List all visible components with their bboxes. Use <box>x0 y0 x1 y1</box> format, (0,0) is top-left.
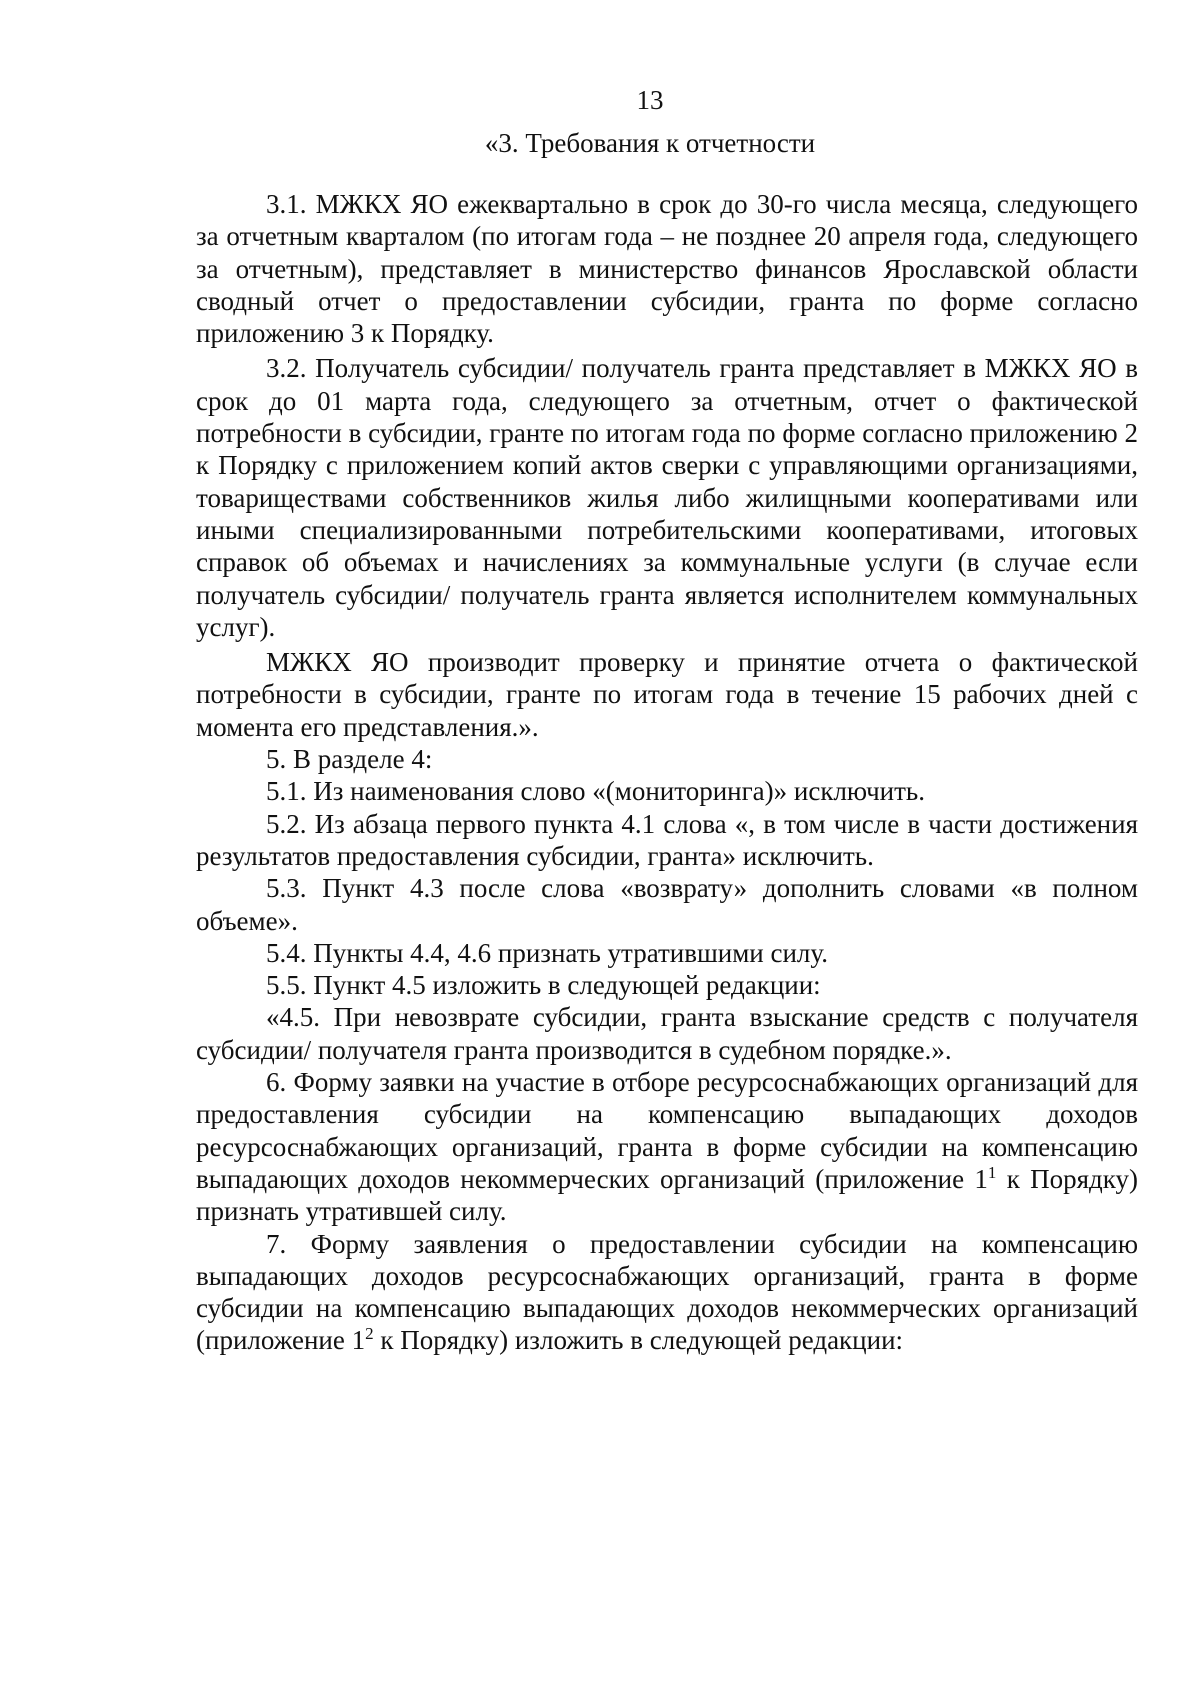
paragraph-5-4: 5.4. Пункты 4.4, 4.6 признать утратившими силу. <box>266 937 828 968</box>
paragraph-4-5-quote: «4.5. При невозврате субсидии, гранта взыскание средств с получателя субсидии/ получателя гранта производится в судебном порядке.». <box>196 1002 1138 1065</box>
paragraph-7-text-end: к Порядку) изложить в следующей редакции: <box>373 1325 904 1356</box>
paragraph-5-1: 5.1. Из наименования слово «(мониторинга)» исключить. <box>266 776 925 807</box>
paragraph-3-1: 3.1. МЖКХ ЯО ежеквартально в срок до 30-го числа месяца, следующего за отчетным кварталом (по итогам года – не позднее 20 апреля года, следующего за отчетным), представляет в министерство финансов Ярославской области сводный отчет о предоставлении субсидии, гранта по форме согласно приложению 3 к Порядку. <box>196 189 1138 349</box>
paragraph-7-text: 7. Форму заявления о предоставлении субсидии на компенсацию выпадающих доходов ресурсоснабжающих организаций, гранта в форме субсидии на компенсацию выпадающих доходов некоммерческих организаций (приложение 1 <box>196 1228 1138 1356</box>
paragraph-6-text-end: к Порядку) признать утратившей силу. <box>196 1163 1138 1227</box>
paragraph-report-check: МЖКХ ЯО производит проверку и принятие отчета о фактической потребности в субсидии, гранте по итогам года в течение 15 рабочих дней с момента его представления.». <box>196 647 1138 742</box>
paragraph-6-text: 6. Форму заявки на участие в отборе ресурсоснабжающих организаций для предоставления субсидии на компенсацию выпадающих доходов ресурсоснабжающих организаций, гранта в форме субсидии на компенсацию выпадающих доходов некоммерческих организаций (приложение 1 <box>196 1067 1138 1194</box>
document-body <box>196 188 1138 1357</box>
paragraph-3-2: 3.2. Получатель субсидии/ получатель гранта представляет в МЖКХ ЯО в срок до 01 марта года, следующего за отчетным, отчет о фактической потребности в субсидии, гранте по итогам года по форме согласно приложению 2 к Порядку с приложением копий актов сверки с управляющими организациями, товариществами собственников жилья либо жилищными кооперативами или иными специализированными потребительскими кооперативами, итоговых справок об объемах и начислениях за коммунальные услуги (в случае если получатель субсидии/ получатель гранта является исполнителем коммунальных услуг). <box>196 353 1138 642</box>
paragraph-5-3: 5.3. Пункт 4.3 после слова «возврату» дополнить словами «в полном объеме». <box>196 873 1138 936</box>
paragraph-5: 5. В разделе 4: <box>266 744 433 775</box>
paragraph-5-2: 5.2. Из абзаца первого пункта 4.1 слова «, в том числе в части достижения результатов предоставления субсидии, гранта» исключить. <box>196 808 1138 871</box>
page-number: 13 <box>636 85 664 115</box>
paragraph-7 <box>196 1228 1138 1357</box>
section-title: «3. Требования к отчетности <box>484 128 816 158</box>
paragraph-6 <box>196 1066 1138 1227</box>
paragraph-5-5: 5.5. Пункт 4.5 изложить в следующей редакции: <box>266 970 821 1001</box>
paragraph-6-superscript: 1 <box>987 1162 997 1182</box>
paragraph-7-superscript: 2 <box>365 1324 374 1344</box>
